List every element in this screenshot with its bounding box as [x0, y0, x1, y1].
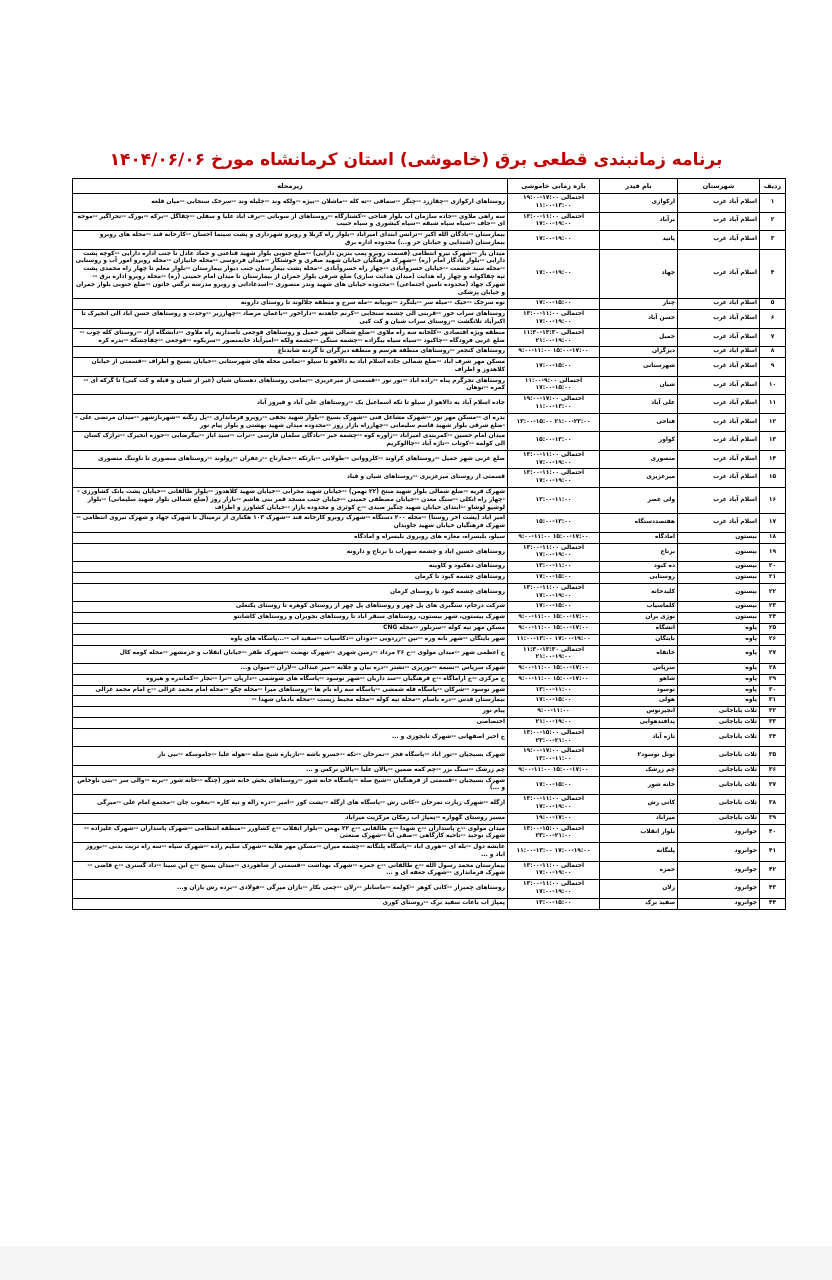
city-cell: جوانرود	[678, 898, 760, 909]
table-row	[73, 231, 786, 250]
table-row	[73, 432, 786, 451]
city-cell: اسلام آباد غرب	[678, 299, 760, 310]
row-number: ۱۲	[760, 413, 786, 432]
table-row	[73, 328, 786, 347]
city-cell: اسلام آباد غرب	[678, 231, 760, 250]
area-cell: مسیر روستای گهواره --پمپاژ آب زمکان مرکزیت میرآباد	[73, 813, 508, 824]
row-number: ۳۶	[760, 765, 786, 776]
area-cell: روستاهای دهکبود و کاوینه	[73, 562, 508, 573]
table-row	[73, 613, 786, 624]
feeder-cell: سرپاس	[600, 664, 678, 675]
area-cell: میدان یار --شهرک نیرو انتظامی (قسمت روبرو پمپ بنزین دارایی) --ضلع جنوبی بلوار شهید قناعتی و حماد عادل تا جنب اداره دارایی --کوچه پشت دارایی --بلوار یادگار امام (ره) --شهرک فرهنگیان خیابان شهید صفری و خوشنکار --میدان فردوسی --محله جانبازان --محله روبرو امور آب و روستایی --محله سید حشمت --خیابان خسروآبادی --چهار راه خسروآبادی --محله پشت بیمارستان جنب دیوار بیمارستان --بلوار معلم تا چهار راه محمدی پشت تپه چقاکوانه و چهار راه هدایت (میدان هدایت ساری) ضلع شرقی بلوار جمران از بیمارستان تا میدان امام خمینی (ره) --محله روبرو اداره برق --شهرک جهاد (محدوده تامین اجتماعی) --محدوده خیابان های شهید وندر منصوری --اسدعاداتی و روبرو مدرسه نرگس خاتون --ضلع جنوبی بلوار جمران و خیابان پزشکی	[73, 249, 508, 299]
time-window-cell: ۱۳:۰۰-۱۱:۰۰ احتمالی ۱۹:۰۰-۱۷:۰۰	[508, 795, 600, 814]
row-number: ۱۹	[760, 543, 786, 562]
table-row	[73, 707, 786, 718]
feeder-cell: حمزه	[600, 861, 678, 880]
area-cell: روستاهای چشمه کبود تا روستای کرمان	[73, 583, 508, 602]
row-number: ۳۹	[760, 813, 786, 824]
area-cell: بیمارستان --بادگان الله اکبر --ترانس ابتدای امیرآباد --بلوار راه کربلا و روبرو شهرداری و پشت سینما احسان --کارخانه قند --محله های روبرو بیمارستان (شیدایی و خیابان حر و...) محدوده اداره برق	[73, 231, 508, 250]
table-row	[73, 573, 786, 584]
row-number: ۲۸	[760, 664, 786, 675]
city-cell: بیستون	[678, 613, 760, 624]
city-cell: اسلام آباد غرب	[678, 413, 760, 432]
city-cell: اسلام آباد غرب	[678, 194, 760, 213]
table-row	[73, 880, 786, 899]
city-cell: جوانرود	[678, 824, 760, 843]
time-window-cell: ۱۷:۰۰-۱۵:۰۰	[508, 299, 600, 310]
area-cell: چم زرشک --سنگ بزر --چم کمه ضمین --پالان علیا --پالان نرکس و ...	[73, 765, 508, 776]
row-number: ۴۴	[760, 898, 786, 909]
table-row	[73, 395, 786, 414]
row-number: ۳۰	[760, 685, 786, 696]
table-row	[73, 898, 786, 909]
time-window-cell: ۹:۰۰-۱۱:۰۰ ۱۵:۰۰-۱۷:۰۰	[508, 623, 600, 634]
row-number: ۳۵	[760, 747, 786, 766]
feeder-cell: خانه شور	[600, 776, 678, 795]
area-cell: روستاهای حسین اباد و چشمه سهراب تا برناج و دارونه	[73, 543, 508, 562]
feeder-cell: ولی عصر	[600, 488, 678, 514]
time-window-cell: ۱۵:۰۰-۱۳:۰۰	[508, 514, 600, 533]
table-row	[73, 824, 786, 843]
city-cell: ثلاث باباجانی	[678, 795, 760, 814]
time-window-cell: ۱۷:۰۰-۱۵:۰۰	[508, 696, 600, 707]
area-cell: روستاهای کنجعر --روستاهای منطقه هرسم و منطقه دیزگران تا گردنه شابدناغ	[73, 347, 508, 358]
city-cell: اسلام آباد غرب	[678, 488, 760, 514]
city-cell: اسلام آباد غرب	[678, 347, 760, 358]
area-cell: مسکن مهر شرف آباد --ضلع شمالی جاده اسلام آباد به دالاهو تا سیلو --تمامی محله های شهرستانی --خیابان بسیج و اطراف --قسمتی از خیابان کلاهدوز و اطراف	[73, 358, 508, 377]
feeder-cell: حسن آباد	[600, 310, 678, 329]
row-number: ۱۰	[760, 376, 786, 395]
table-row	[73, 728, 786, 747]
city-cell: پاوه	[678, 696, 760, 707]
city-cell: بیستون	[678, 602, 760, 613]
city-cell: پاوه	[678, 645, 760, 664]
row-number: ۶	[760, 310, 786, 329]
area-cell: بیمارستان قدس --دره باسام --محله تپه کوله --محله محیط زیست --محله بادمان شهدا --	[73, 696, 508, 707]
row-number: ۱۵	[760, 469, 786, 488]
feeder-cell: پاتید	[600, 231, 678, 250]
row-number: ۴۲	[760, 861, 786, 880]
feeder-cell: کانی رش	[600, 795, 678, 814]
feeder-cell: چنار	[600, 299, 678, 310]
city-cell: اسلام آباد غرب	[678, 514, 760, 533]
city-cell: ثلاث باباجانی	[678, 776, 760, 795]
city-cell: بیستون	[678, 583, 760, 602]
row-number: ۲۳	[760, 602, 786, 613]
feeder-cell: برآباد	[600, 212, 678, 231]
feeder-cell: فتاحی	[600, 413, 678, 432]
feeder-cell: ارکوازی	[600, 194, 678, 213]
city-cell: ثلاث باباجانی	[678, 707, 760, 718]
table-row	[73, 514, 786, 533]
area-cell: روستاهای ارکوازی --چقازرد --چنگر --سماقی --ته کله --ماشلان --بیژه --ولکه وند --جلیله وند --سرخک سنجابی --میان قلعه	[73, 194, 508, 213]
area-cell: خ مرکزی --خ آراماگاه --خ فرهنگیان --سد داریان --شهر نوسود --پاسگاه های شوشمی --داریان --نرا --نجار --کماندره و هیروه	[73, 674, 508, 685]
area-cell: سیلو، بلبسراه، مغازه های روبروی بلبسراه و امادگاه	[73, 532, 508, 543]
feeder-cell: انجیرنوس	[600, 707, 678, 718]
city-cell: اسلام آباد غرب	[678, 358, 760, 377]
table-row	[73, 543, 786, 562]
table-row	[73, 532, 786, 543]
feeder-cell: هفتصددستگاه	[600, 514, 678, 533]
time-window-cell: ۱۱:۰۰-۱۳:۰۰ ۱۷:۰۰-۱۹:۰۰	[508, 843, 600, 862]
city-cell: اسلام آباد غرب	[678, 450, 760, 469]
row-number: ۳۳	[760, 717, 786, 728]
row-number: ۱۸	[760, 532, 786, 543]
time-window-cell: ۱۳:۰۰-۱۵:۰۰ ۲۱:۰۰-۲۳:۰۰	[508, 413, 600, 432]
time-window-cell: ۱۳:۰۰-۱۵:۰۰	[508, 898, 600, 909]
time-window-cell: ۱۳:۰۰-۱۱:۰۰ احتمالی ۱۹:۰۰-۱۷:۰۰	[508, 880, 600, 899]
table-row	[73, 299, 786, 310]
city-cell: اسلام آباد غرب	[678, 249, 760, 299]
feeder-cell: بلوار انقلاب	[600, 824, 678, 843]
area-cell: سه راهی ملاوی --جاده سازمان آب بلوار فتاحی --کشتارگاه --روستاهای از سوباتی --برف آباد علیا و سفلی --چقاگل --برکه --بورک --تحرآگیر --موحه ای --جاف --سیاه سیاه شبقه --سیاه کیشوری و سیاه حبیب	[73, 212, 508, 231]
row-number: ۱۱	[760, 395, 786, 414]
area-cell: بیمارستان محمد رسول الله --خ طالقانی --خ حمزه --شهرک بهداشت --قسمتی از شاهوردی --میدان بسیج --خ ابن سینا --داد گستری --خ قاضی --شهرک فرمانداری --شهرک جعفه ای و ...	[73, 861, 508, 880]
time-window-cell: ۱۳:۰۰-۱۵:۰۰ احتمالی ۲۱:۰۰-۲۳:۰۰	[508, 728, 600, 747]
city-cell: اسلام آباد غرب	[678, 310, 760, 329]
time-window-cell: ۹:۰۰-۱۱:۰۰ ۱۵:۰۰-۱۷:۰۰	[508, 613, 600, 624]
table-row	[73, 765, 786, 776]
area-cell: قسمتی از روستای میرعزیزی --روستاهای شیان و قباد	[73, 469, 508, 488]
row-number: ۸	[760, 347, 786, 358]
table-row	[73, 747, 786, 766]
table-row	[73, 212, 786, 231]
feeder-cell: زلان	[600, 880, 678, 899]
row-number: ۱۴	[760, 450, 786, 469]
footer-band	[0, 1246, 832, 1280]
feeder-cell: حمیل	[600, 328, 678, 347]
table-body	[73, 194, 786, 910]
feeder-cell: پدافندهوایی	[600, 717, 678, 728]
table-row	[73, 602, 786, 613]
feeder-cell: کواور	[600, 432, 678, 451]
feeder-cell: خانقاه	[600, 645, 678, 664]
area-cell: خ اعظمی شهر --میدان مولوی --خ ۲۶ مرداد --زمین شهری --شهرک نهضت --شهرک ظفر --خیابان انقلاب و خرمشهر --محله کومه کال	[73, 645, 508, 664]
time-window-cell: ۱۷:۰۰-۱۵:۰۰	[508, 776, 600, 795]
feeder-cell: ده کبود	[600, 562, 678, 573]
feeder-cell: دیزگران	[600, 347, 678, 358]
table-row	[73, 488, 786, 514]
time-window-cell: ۱۳:۰۰-۱۵:۰۰ احتمالی ۲۱:۰۰-۲۳:۰۰	[508, 824, 600, 843]
area-cell: منطقه ویژه اقتصادی --کلخانه سه راه ملاوی --ضلع شمالی شهر حمیل و روستاهای فوجعی تاصداریه راه ملاوی --دانشگاه آزاد --روستای کله چوب --ضلع غربی فرودگاه --چاکبود --سیاه سیاه بیگزاده --چشمه سنگی --چشمه ولکه --امیرآباد خانمنصور --سربکوه --فوجعی --چقاچشکه --بدره کره	[73, 328, 508, 347]
time-window-cell: احتمالی ۹:۰۰-۱۱:۰۰ ۱۵:۰۰-۱۷:۰۰	[508, 376, 600, 395]
table-row	[73, 358, 786, 377]
area-cell: روستاهای چشمه کبود تا کرمان	[73, 573, 508, 584]
time-window-cell: ۱۱:۰۰-۱۳:۰۰ ۱۷:۰۰-۱۹:۰۰	[508, 634, 600, 645]
feeder-cell: نوژی بران	[600, 613, 678, 624]
row-number: ۱۷	[760, 514, 786, 533]
city-cell: اسلام آباد غرب	[678, 432, 760, 451]
row-number: ۱	[760, 194, 786, 213]
row-number: ۱۶	[760, 488, 786, 514]
area-cell: شهرک بسیجیان --قسمتی از فرهنگیان --شیخ صله --پاسگاه خانه شور --روستاهای بخش خانه شور (چنگه --خانه شور --بربه --والی سر --بنی ناوخاص و ...)	[73, 776, 508, 795]
table-header-row	[73, 179, 786, 194]
header-time-window: بازه زمانی خاموشی	[508, 179, 600, 194]
feeder-cell: پلنگانه	[600, 843, 678, 862]
time-window-cell: ۱۳:۰۰-۱۱:۰۰ احتمالی ۱۹:۰۰-۱۷:۰۰	[508, 583, 600, 602]
row-number: ۲۷	[760, 645, 786, 664]
row-number: ۷	[760, 328, 786, 347]
time-window-cell: ۹:۰۰-۱۱:۰۰ ۱۵:۰۰-۱۷:۰۰	[508, 347, 600, 358]
time-window-cell: ۹:۰۰-۱۱:۰۰ ۱۵:۰۰-۱۷:۰۰	[508, 765, 600, 776]
time-window-cell: ۲۱:۰۰-۱۹:۰۰	[508, 717, 600, 728]
area-cell: روستاهای سراب خور --قربنی الی چشمه سنجابی --کرنم جاهدنه --داراخور --باغمان مرصاد --چهارزبر --وحدت و روستاهای حسن آباد الی انجیرک تا اکبرآباد تلانگشت --روستای سراب شیان و کت کبی	[73, 310, 508, 329]
row-number: ۲۰	[760, 562, 786, 573]
time-window-cell: ۱۳:۰۰-۱۱:۰۰ احتمالی ۱۹:۰۰-۱۷:۰۰	[508, 212, 600, 231]
city-cell: اسلام آباد غرب	[678, 395, 760, 414]
city-cell: ثلاث باباجانی	[678, 728, 760, 747]
city-cell: بیستون	[678, 573, 760, 584]
time-window-cell: ۱۳:۰۰-۱۱:۰۰	[508, 685, 600, 696]
table-row	[73, 776, 786, 795]
table-row	[73, 347, 786, 358]
row-number: ۲۶	[760, 634, 786, 645]
area-cell: شهرک سرپاس --نسمه --نوریزی --تشتر --دره نیان و جلانه --میر عبدالی --لاران --میوان و...	[73, 664, 508, 675]
city-cell: بیستون	[678, 532, 760, 543]
header-area: زیرمحله	[73, 179, 508, 194]
city-cell: جوانرود	[678, 880, 760, 899]
header-row-number: ردیف	[760, 179, 786, 194]
row-number: ۲۱	[760, 573, 786, 584]
table-row	[73, 469, 786, 488]
time-window-cell: احتمالی ۱۷:۰۰-۱۹:۰۰ ۱۱:۰۰-۱۳:۰۰	[508, 747, 600, 766]
row-number: ۵	[760, 299, 786, 310]
row-number: ۲۵	[760, 623, 786, 634]
time-window-cell: ۱۳:۰۰-۱۱:۰۰ احتمالی ۱۹:۰۰-۱۷:۰۰	[508, 469, 600, 488]
time-window-cell: ۱۱:۳۰-۱۳:۳۰ احتمالی ۱۹:۰۰-۲۱:۰۰	[508, 328, 600, 347]
city-cell: ثلاث باباجانی	[678, 765, 760, 776]
table-row	[73, 413, 786, 432]
area-cell: ضلع غربی شهر حمیل --روستاهای کراوند --کلرووانی --طولانی --بارتکه --خمارتاخ --زعفران --رولوند --روستاهای منصوری تا ناونتگ منصوری	[73, 450, 508, 469]
time-window-cell: احتمالی ۱۷:۰۰-۱۹:۰۰ ۱۳:۰۰-۱۱:۰۰	[508, 194, 600, 213]
feeder-cell: برناج	[600, 543, 678, 562]
city-cell: جوانرود	[678, 843, 760, 862]
outage-schedule-table	[72, 178, 786, 910]
feeder-cell: سفید برک	[600, 898, 678, 909]
area-cell: شرکت درجام، سنگبری های پل چهر و روستاهای پل چهر از روستای کوهره تا روستای یکتعلی	[73, 602, 508, 613]
table-row	[73, 249, 786, 299]
area-cell: مسکن مهر تپه کوله --سربلور --محله CNG	[73, 623, 508, 634]
area-cell: روستاهای چمبزار --کانی کوهر --کولمه --ماسانلر --زلان --چمی بکار --بازان میرگی --فولادی --برده رش بازان و...	[73, 880, 508, 899]
city-cell: پاوه	[678, 664, 760, 675]
time-window-cell: ۹:۰۰-۱۱:۰۰ ۱۵:۰۰-۱۷:۰۰	[508, 532, 600, 543]
feeder-cell: تازه آباد	[600, 728, 678, 747]
area-cell: جاده اسلام آباد به دالاهو از سیلو تا تکه اسماعیل بک --روستاهای علی آباد و فیروز آباد	[73, 395, 508, 414]
time-window-cell: ۱۳:۰۰-۱۱:۰۰ احتمالی ۱۹:۰۰-۱۷:۰۰	[508, 861, 600, 880]
feeder-cell: شاهو	[600, 674, 678, 685]
area-cell: شهر نوسود --شرکان --پاسگاه قله شمشی --پاسگاه سه راه نام ها --روستاهای میرا --محله چکو --محله امام محمد غزالی --خ امام محمد غزالی	[73, 685, 508, 696]
feeder-cell: کلماسیاب	[600, 602, 678, 613]
area-cell: امیر آباد (پشت آخر روستا) --محله ۲۰۰ دستگاه --شهرک روبرو کارخانه قند --شهرک ۱۰۳ هکتاری از ترمینال تا شهرک جهاد و شهرک نیروی انتظامی --شهرک فرهنگیان خیابان شهید جاویدان	[73, 514, 508, 533]
table-row	[73, 562, 786, 573]
city-cell: ثلاث باباجانی	[678, 813, 760, 824]
page-title: برنامه زمانبندی قطعی برق (خاموشی) استان کرمانشاه مورخ ۱۴۰۴/۰۶/۰۶	[109, 150, 723, 170]
feeder-cell: چم زرشک	[600, 765, 678, 776]
feeder-cell: هولی	[600, 696, 678, 707]
row-number: ۲۴	[760, 613, 786, 624]
time-window-cell: ۱۳:۰۰-۱۱:۰۰	[508, 488, 600, 514]
city-cell: ثلاث باباجانی	[678, 717, 760, 728]
feeder-cell: میرآباد	[600, 813, 678, 824]
time-window-cell: ۱۷:۰۰-۱۵:۰۰	[508, 602, 600, 613]
city-cell: اسلام آباد غرب	[678, 469, 760, 488]
area-cell: پیام نور	[73, 707, 508, 718]
area-cell: خ اخیر اصفهانی --شهرک تایجوزی و ...	[73, 728, 508, 747]
city-cell: پاوه	[678, 685, 760, 696]
row-number: ۲	[760, 212, 786, 231]
table-row	[73, 861, 786, 880]
feeder-cell: کلیدخانه	[600, 583, 678, 602]
table-row	[73, 843, 786, 862]
city-cell: بیستون	[678, 562, 760, 573]
city-cell: ثلاث باباجانی	[678, 747, 760, 766]
feeder-cell: شهرستانی	[600, 358, 678, 377]
area-cell: روستاهای تجرگرم پناه --زاده آباد --نور نور --قسمتی از میرعزیزی --تمامی روستاهای دهستان شیان (غیر از شیان و قبله و کت کبی) تا گرکه ای --کمره --نوهان	[73, 376, 508, 395]
table-row	[73, 450, 786, 469]
row-number: ۳	[760, 231, 786, 250]
table-row	[73, 623, 786, 634]
header-feeder: نام فیدر	[600, 179, 678, 194]
row-number: ۳۲	[760, 707, 786, 718]
table-row	[73, 717, 786, 728]
feeder-cell: جهاد	[600, 249, 678, 299]
row-number: ۲۲	[760, 583, 786, 602]
feeder-cell: نوسود	[600, 685, 678, 696]
time-window-cell: ۱۷:۰۰-۱۵:۰۰	[508, 358, 600, 377]
feeder-cell: روستایی	[600, 573, 678, 584]
city-cell: پاوه	[678, 634, 760, 645]
feeder-cell: توتل نوسود۲	[600, 747, 678, 766]
area-cell: میدان امام حسین --کمربندی امیرآباد --زاوره کوه --چشمه خیر --بادگان سلمان فارسی --تراب --سید آباز --بیگرضایی --حوزه انجیرک --ترازک کسان الی کولمه --کوتاب --تاژه آباد --چاالوکریم	[73, 432, 508, 451]
time-window-cell: ۹:۰۰-۱۱:۰۰ ۱۵:۰۰-۱۷:۰۰	[508, 664, 600, 675]
time-window-cell: ۱۷:۰۰-۱۹:۰۰	[508, 231, 600, 250]
city-cell: اسلام آباد غرب	[678, 212, 760, 231]
feeder-cell: علی آباد	[600, 395, 678, 414]
row-number: ۴۱	[760, 843, 786, 862]
table-row	[73, 813, 786, 824]
feeder-cell: آمادگاه	[600, 532, 678, 543]
time-window-cell: ۱۳:۰۰-۱۱:۰۰ احتمالی ۱۹:۰۰-۱۷:۰۰	[508, 543, 600, 562]
table-row	[73, 696, 786, 707]
table-row	[73, 194, 786, 213]
table-row	[73, 583, 786, 602]
table-row	[73, 310, 786, 329]
city-cell: اسلام آباد غرب	[678, 376, 760, 395]
row-number: ۹	[760, 358, 786, 377]
feeder-cell: بایتگان	[600, 634, 678, 645]
time-window-cell: ۹:۰۰-۱۱:۰۰	[508, 707, 600, 718]
area-cell: شهر بایتگان --شهر بانه وره --نین --زردویی --دودان --دکاسیاب --سفید اب --...پاسگاه های پاوه	[73, 634, 508, 645]
row-number: ۴۰	[760, 824, 786, 843]
row-number: ۳۷	[760, 776, 786, 795]
city-cell: جوانرود	[678, 861, 760, 880]
area-cell: اختصاصی	[73, 717, 508, 728]
row-number: ۳۴	[760, 728, 786, 747]
table-row	[73, 674, 786, 685]
row-number: ۴۳	[760, 880, 786, 899]
row-number: ۲۹	[760, 674, 786, 685]
table-row	[73, 376, 786, 395]
time-window-cell: ۱۳:۰۰-۱۱:۰۰	[508, 562, 600, 573]
time-window-cell: ۱۷:۰۰-۱۵:۰۰	[508, 573, 600, 584]
feeder-cell: منصوری	[600, 450, 678, 469]
area-cell: شهرک قریه --ضلع شمالی بلوار شهید منتخ (۲۲ بهمن) --خیابان شهید محرابی --خیابان شهید کلاهدوز --بلوار طالقانی --خیابان پشت بانک کشاورزی --چهار راه انکلی --سنگ معدن --خیابان مصطفی خمینی --خیابان جنب مسجد قمر بنی هاشم --بازار روز (ضلع شمالی بلوار شهید سلیمانی) --بلوار لوشیو لوشاو --ابتدای خیابان شهید چنگیز صیدی --خ کوثری و محدوده بازار --خیابان کشاورز و اطراف	[73, 488, 508, 514]
row-number: ۳۸	[760, 795, 786, 814]
area-cell: شهرک بیستون، شهر بیستون، روستاهای سنقر اباد تا روستاهای نجوبران و روستاهای کاشانتو	[73, 613, 508, 624]
area-cell: پمپاژ اب باغات سفید برک --روستای کوری	[73, 898, 508, 909]
table-row	[73, 795, 786, 814]
table-row	[73, 685, 786, 696]
time-window-cell: ۱۱:۳۰-۱۳:۳۰ احتمالی ۱۹:۰۰-۲۱:۰۰	[508, 645, 600, 664]
time-window-cell: احتمالی ۱۷:۰۰-۱۹:۰۰ ۱۳:۰۰-۱۱:۰۰	[508, 395, 600, 414]
header-city: شهرستان	[678, 179, 760, 194]
row-number: ۱۳	[760, 432, 786, 451]
feeder-cell: آتشگاه	[600, 623, 678, 634]
city-cell: اسلام آباد غرب	[678, 328, 760, 347]
feeder-cell: شیان	[600, 376, 678, 395]
row-number: ۳۱	[760, 696, 786, 707]
time-window-cell: ۱۵:۰۰-۱۳:۰۰	[508, 432, 600, 451]
table-row	[73, 634, 786, 645]
area-cell: بدره ای --مسکن مهر نور --شهرک مشاغل فنی --شهرک بسیج --بلوار شهید نجفی --روبرو فرمانداری --پل زنگنه --شهربازشهر --میدان مرتضی علی --ضلع شرقی بلوار شهید قاسم سلیمانی --چهارراه بازار روز --محدوده میدان شهید بهشتی و بلوار پیام نور	[73, 413, 508, 432]
table-row	[73, 664, 786, 675]
city-cell: بیستون	[678, 543, 760, 562]
city-cell: پاوه	[678, 623, 760, 634]
row-number: ۴	[760, 249, 786, 299]
area-cell: ازگله --شهرک زیارت نمرخان --کانی رش --پاسگاه های ازگله --پشت کور --امیر --دره زاله و تپه کاره --بعقوب جان --مجتمع امام علی --میرگی	[73, 795, 508, 814]
time-window-cell: ۱۹:۰۰-۱۷:۰۰	[508, 813, 600, 824]
area-cell: نوه سرخک --خیک --میله سر --بلنگرد --نوبیانه --مله سرخ و منطقه جلالوند تا روستای دارونه	[73, 299, 508, 310]
feeder-cell: میرعزیزی	[600, 469, 678, 488]
table-row	[73, 645, 786, 664]
area-cell: شهرک بسیجیان --نور اباد --پاسگاه فجر --نمرخان --تکه --خسرو باشه --تازیاره شیخ صله --هوله علیا --جاموسکه --نبی نار	[73, 747, 508, 766]
time-window-cell: ۱۳:۰۰-۱۱:۰۰ احتمالی ۱۹:۰۰-۱۷:۰۰	[508, 310, 600, 329]
time-window-cell: ۱۷:۰۰-۱۹:۰۰	[508, 249, 600, 299]
time-window-cell: ۹:۰۰-۱۱:۰۰ ۱۵:۰۰-۱۷:۰۰	[508, 674, 600, 685]
city-cell: پاوه	[678, 674, 760, 685]
time-window-cell: ۱۳:۰۰-۱۱:۰۰ احتمالی ۱۹:۰۰-۱۷:۰۰	[508, 450, 600, 469]
area-cell: عابشه دول --بله ای --هوری اباد --پاسگاه پلنگانه --چشمه میران --مسکن مهر هلابه --شهرک سلیم زاده --شهرک سیاه --سه راه تربت بدنی --نوروز اباد و ...	[73, 843, 508, 862]
area-cell: میدان مولوی --خ پاسداران --خ شهدا --خ طالقانی --خ ۲۲ بهمن --بلوار انقلاب --خ کشاورز --منطقه انتظامی --شهرک پاسداران --شهرک علیزاده --شهرک توحید --ناحیه کارگاهی --صفی ابا --شهرک صنعتی	[73, 824, 508, 843]
